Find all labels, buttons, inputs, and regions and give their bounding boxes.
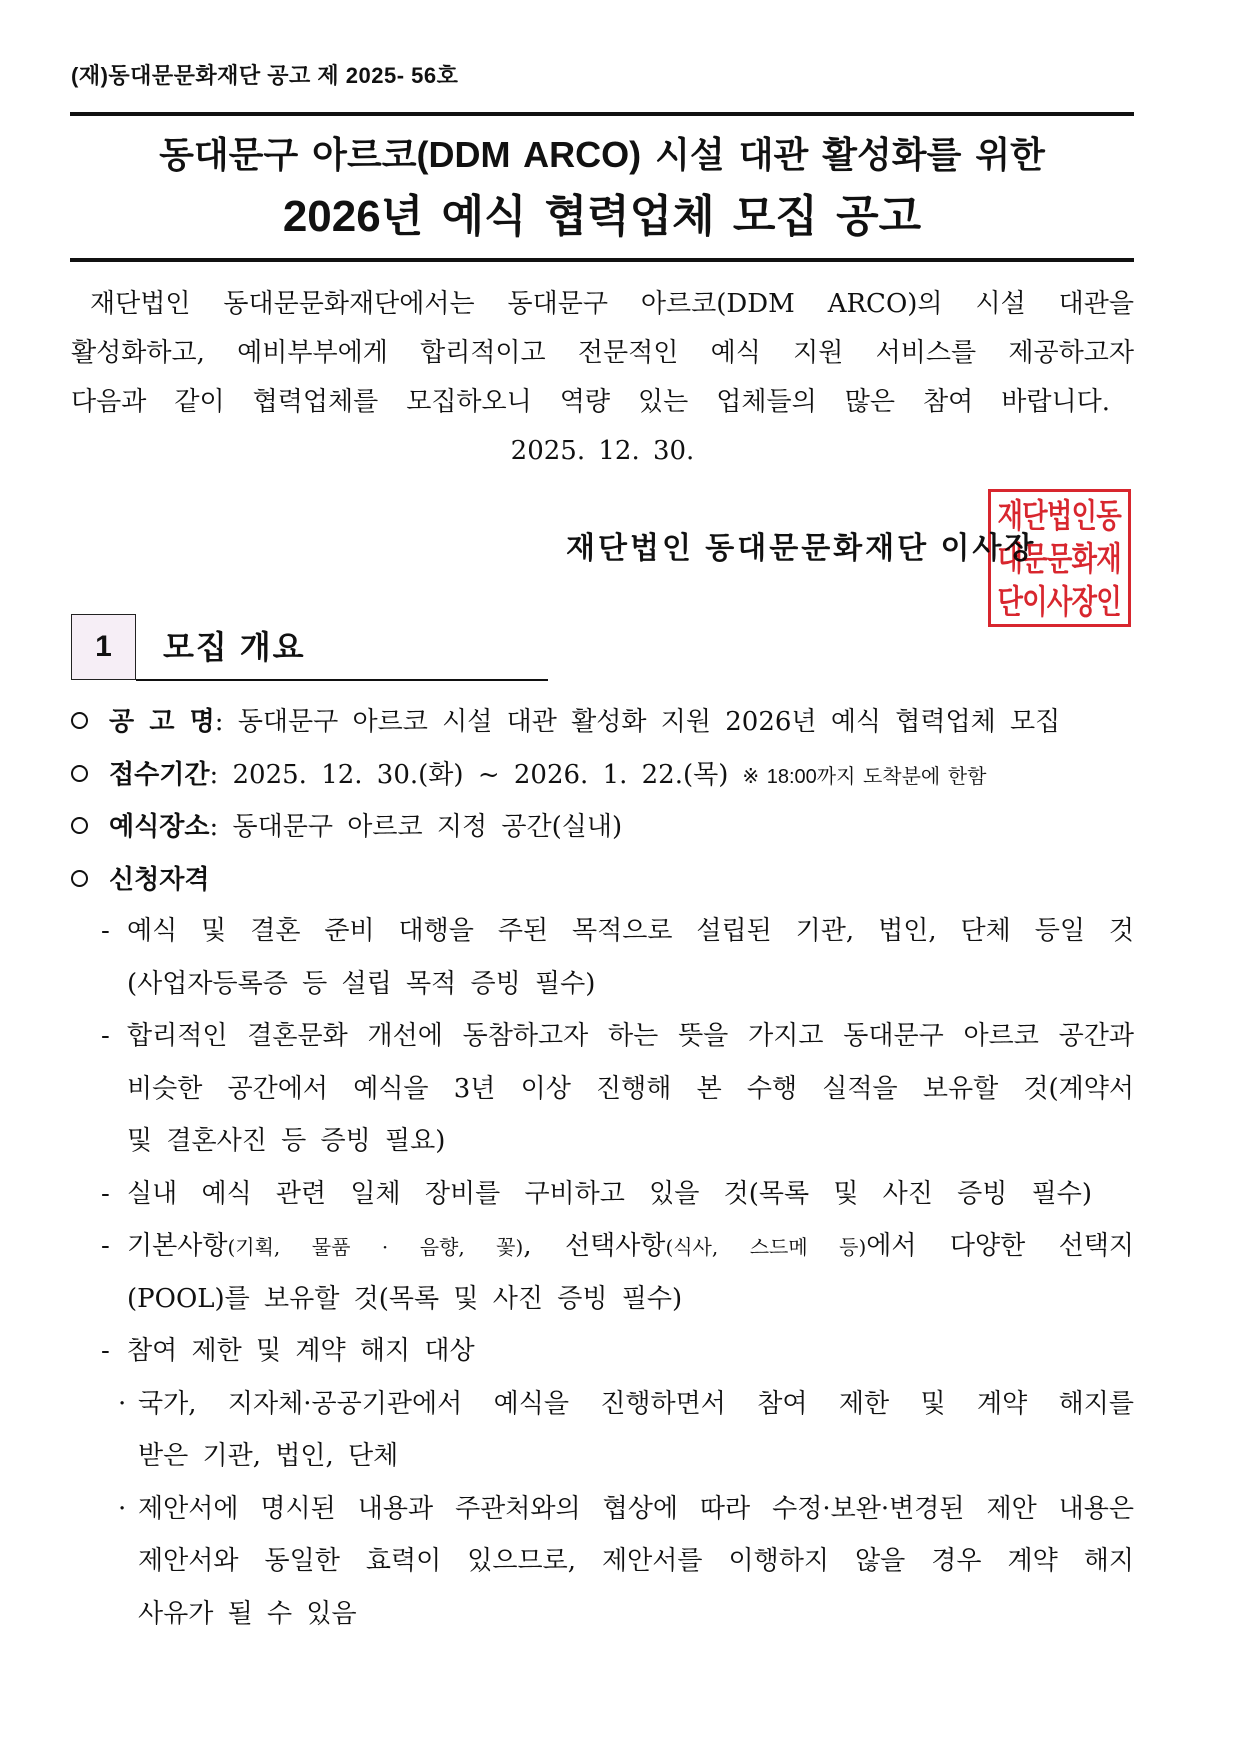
restriction-text: 제안서와 동일한 효력이 있으므로, 제안서를 이행하지 않을 경우 계약 해지	[138, 1546, 1134, 1576]
qualification-line	[101, 905, 1134, 958]
item-text: : 동대문구 아르코 지정 공간(실내)	[209, 812, 623, 842]
dash-marker: -	[101, 1178, 110, 1209]
item-eligibility	[0, 853, 1240, 906]
restriction-line	[138, 1535, 1134, 1588]
intro-paragraph	[71, 280, 1134, 476]
seal-row: 재단법인동	[997, 496, 1122, 534]
dash-marker: -	[101, 1231, 110, 1261]
qualification-line	[101, 1220, 1134, 1273]
seal-row: 대문문화재	[997, 539, 1122, 577]
qualification-line	[101, 1325, 1134, 1378]
title-rule	[70, 258, 1134, 262]
section-number: 1	[95, 630, 112, 663]
restriction-line	[118, 1483, 1134, 1536]
qualification-line	[127, 958, 1134, 1011]
item-text: : 2025. 12. 30.(화) ~ 2026. 1. 22.(목)	[209, 759, 729, 790]
intro-line: 다음과 같이 협력업체를 모집하오니 역량 있는 업체들의 많은 참여 바랍니다.	[71, 387, 1110, 417]
qualification-note: (식사, 스드메 등)	[665, 1235, 867, 1259]
qualification-note: (기획, 물품 · 음향, 꽃)	[227, 1235, 524, 1259]
item-ceremony-venue	[0, 800, 1240, 853]
dot-marker: ·	[118, 1388, 127, 1419]
section-number-box	[71, 614, 136, 680]
dash-marker: -	[101, 1336, 110, 1366]
restriction-text: 제안서에 명시된 내용과 주관처와의 협상에 따라 수정·보완·변경된 제안 내용은	[138, 1493, 1134, 1524]
circle-bullet-icon	[71, 765, 88, 782]
dash-marker: -	[101, 1021, 110, 1051]
intro-line: 재단법인 동대문문화재단에서는 동대문구 아르코(DDM ARCO)의 시설 대관을	[90, 289, 1134, 319]
qualification-text: 기본사항	[127, 1231, 228, 1261]
qualification-text: (사업자등록증 등 설립 목적 증빙 필수)	[127, 968, 596, 999]
notice-number: (재)동대문문화재단 공고 제 2025- 56호	[71, 63, 459, 88]
qualification-line	[101, 1168, 1092, 1221]
qualification-line	[101, 1010, 1134, 1063]
notice-date: 2025. 12. 30.	[510, 436, 695, 466]
qualification-line	[127, 1115, 1134, 1168]
qualification-text: 예식 및 결혼 준비 대행을 주된 목적으로 설립된 기관, 법인, 단체 등일 것	[127, 916, 1134, 946]
qualification-text: 합리적인 결혼문화 개선에 동참하고자 하는 뜻을 가지고 동대문구 아르코 공간과	[127, 1021, 1134, 1051]
qualification-text: 참여 제한 및 계약 해지 대상	[127, 1336, 475, 1366]
circle-bullet-icon	[71, 870, 88, 887]
dash-marker: -	[101, 916, 110, 946]
restriction-text: 국가, 지자체·공공기관에서 예식을 진행하면서 참여 제한 및 계약 해지를	[138, 1388, 1134, 1419]
qualification-text: (POOL)를 보유할 것(목록 및 사진 증빙 필수)	[127, 1283, 683, 1314]
section-underline	[136, 679, 548, 681]
qualification-text: 실내 예식 관련 일체 장비를 구비하고 있을 것(목록 및 사진 증빙 필수)	[127, 1178, 1092, 1209]
restriction-text: 받은 기관, 법인, 단체	[138, 1441, 399, 1471]
recruitment-overview-list	[0, 695, 1240, 1640]
circle-bullet-icon	[71, 712, 88, 729]
qualification-text: 비슷한 공간에서 예식을 3년 이상 진행해 본 수행 실적을 보유할 것(계약서	[127, 1073, 1134, 1104]
restriction-line	[118, 1378, 1134, 1431]
item-text: : 동대문구 아르코 시설 대관 활성화 지원 2026년 예식 협력업체 모집	[214, 707, 1061, 737]
dot-marker: ·	[118, 1493, 127, 1524]
item-notice-name	[0, 695, 1240, 748]
restriction-line	[138, 1430, 1134, 1483]
seal-row: 단이사장인	[997, 582, 1122, 620]
item-application-period	[0, 748, 1240, 801]
issuer-name: 재단법인 동대문문화재단 이사장	[566, 532, 1037, 565]
official-seal	[988, 489, 1131, 627]
intro-line: 활성화하고, 예비부부에게 합리적이고 전문적인 예식 지원 서비스를 제공하고자	[71, 338, 1134, 368]
title-line-2: 2026년 예식 협력업체 모집 공고	[282, 192, 922, 241]
qualification-line	[127, 1063, 1134, 1116]
restriction-line	[138, 1588, 1134, 1641]
section-title: 모집 개요	[163, 629, 306, 665]
qualification-text: , 선택사항	[523, 1231, 666, 1261]
title-line-1: 동대문구 아르코(DDM ARCO) 시설 대관 활성화를 위한	[159, 134, 1045, 175]
circle-bullet-icon	[71, 817, 88, 834]
item-label: 공 고 명	[109, 706, 215, 736]
item-note: ※ 18:00까지 도착분에 한함	[742, 765, 987, 788]
qualification-text: 에서 다양한 선택지	[866, 1231, 1134, 1261]
qualification-line	[127, 1273, 1134, 1326]
item-label: 예식장소	[109, 811, 210, 841]
item-label: 접수기간	[109, 758, 210, 789]
qualification-text: 및 결혼사진 등 증빙 필요)	[127, 1126, 446, 1156]
header-rule	[70, 112, 1134, 116]
item-label: 신청자격	[109, 863, 210, 894]
restriction-text: 사유가 될 수 있음	[138, 1598, 357, 1629]
